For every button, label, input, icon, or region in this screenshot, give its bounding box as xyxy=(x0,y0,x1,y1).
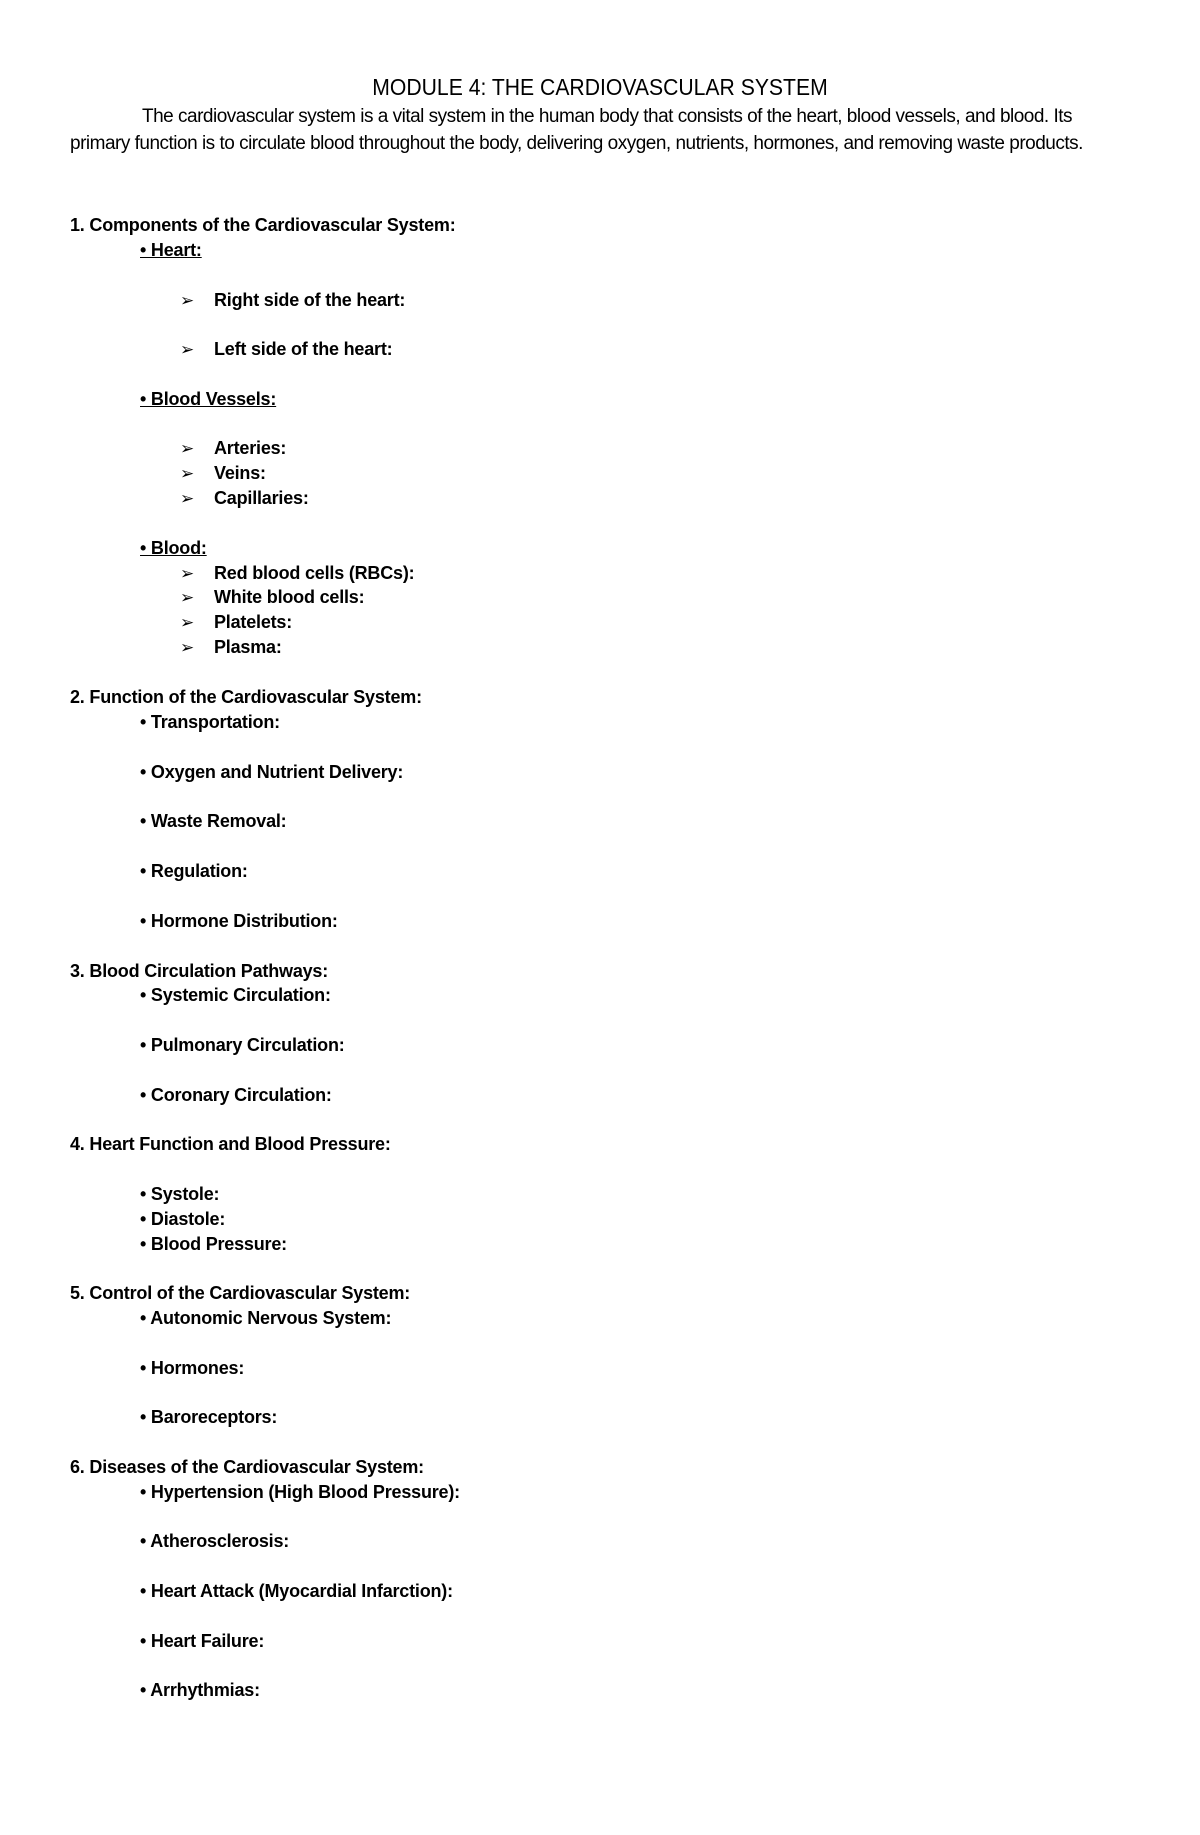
list-item: • Coronary Circulation: xyxy=(140,1085,332,1105)
subheading-blood-vessels: • Blood Vessels: xyxy=(140,389,277,409)
list-item: • Hormones: xyxy=(140,1358,245,1378)
intro-paragraph: The cardiovascular system is a vital system in the human body that consists of the heart, blood vessels, and blood. Its primary function is to circulate blood throughout the body, delivering oxygen, nutrients, hormones, and removing waste products. xyxy=(70,106,1083,154)
arrow-bullet-icon: ➢ xyxy=(180,291,195,310)
list-item: ➢ Platelets: xyxy=(180,610,292,635)
list-item: • Regulation: xyxy=(140,861,248,881)
list-item: ➢ Plasma: xyxy=(180,635,282,660)
page-title: MODULE 4: THE CARDIOVASCULAR SYSTEM xyxy=(372,74,828,100)
list-item: • Systemic Circulation: xyxy=(140,985,331,1005)
list-item: • Heart Attack (Myocardial Infarction): xyxy=(140,1581,453,1601)
section-heading: 3. Blood Circulation Pathways: xyxy=(70,961,329,981)
list-item: ➢ White blood cells: xyxy=(180,585,364,610)
arrow-bullet-icon: ➢ xyxy=(180,588,195,607)
list-item: • Oxygen and Nutrient Delivery: xyxy=(140,762,404,782)
list-item: • Heart Failure: xyxy=(140,1631,265,1651)
subheading-heart: • Heart: xyxy=(140,240,202,260)
list-item: • Waste Removal: xyxy=(140,811,287,831)
list-item: • Systole: xyxy=(140,1184,220,1204)
section-heading: 4. Heart Function and Blood Pressure: xyxy=(70,1134,391,1154)
list-item: • Hypertension (High Blood Pressure): xyxy=(140,1482,460,1502)
list-item: ➢ Right side of the heart: xyxy=(180,288,405,313)
list-item: • Atherosclerosis: xyxy=(140,1531,290,1551)
list-item: • Autonomic Nervous System: xyxy=(140,1308,392,1328)
section-heading: 5. Control of the Cardiovascular System: xyxy=(70,1283,411,1303)
arrow-bullet-icon: ➢ xyxy=(180,340,195,359)
list-item: ➢ Arteries: xyxy=(180,436,286,461)
list-item: • Baroreceptors: xyxy=(140,1407,278,1427)
list-item: ➢ Left side of the heart: xyxy=(180,337,392,362)
list-item: ➢ Veins: xyxy=(180,461,266,486)
section-heading: 6. Diseases of the Cardiovascular System: xyxy=(70,1457,424,1477)
arrow-bullet-icon: ➢ xyxy=(180,439,195,458)
subheading-blood: • Blood: xyxy=(140,538,207,558)
arrow-bullet-icon: ➢ xyxy=(180,613,195,632)
list-item: • Transportation: xyxy=(140,712,280,732)
list-item: • Hormone Distribution: xyxy=(140,911,338,931)
list-item: ➢ Red blood cells (RBCs): xyxy=(180,561,414,586)
arrow-bullet-icon: ➢ xyxy=(180,638,195,657)
list-item: • Pulmonary Circulation: xyxy=(140,1035,345,1055)
arrow-bullet-icon: ➢ xyxy=(180,564,195,583)
section-heading: 2. Function of the Cardiovascular System: xyxy=(70,687,422,707)
list-item: ➢ Capillaries: xyxy=(180,486,309,511)
section-heading: 1. Components of the Cardiovascular System: xyxy=(70,215,456,235)
arrow-bullet-icon: ➢ xyxy=(180,489,195,508)
arrow-bullet-icon: ➢ xyxy=(180,464,195,483)
list-item: • Blood Pressure: xyxy=(140,1234,287,1254)
list-item: • Diastole: xyxy=(140,1209,226,1229)
list-item: • Arrhythmias: xyxy=(140,1680,260,1700)
